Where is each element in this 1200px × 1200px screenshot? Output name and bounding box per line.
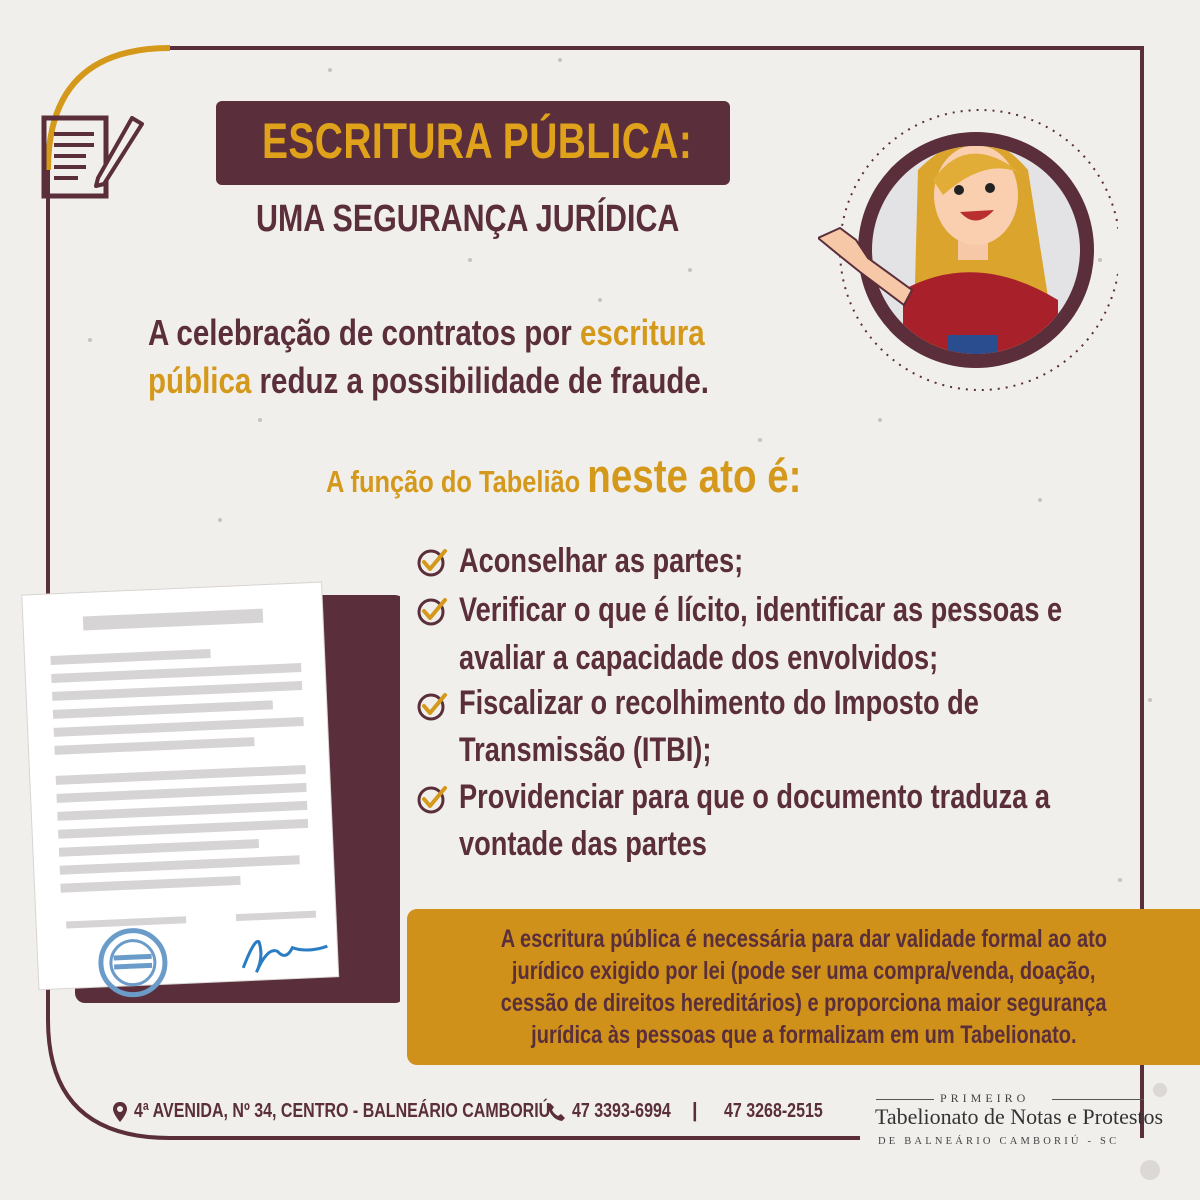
- function-emphasis: neste ato é:: [587, 449, 802, 502]
- intro-text: reduz a possibilidade de fraude.: [251, 360, 710, 401]
- list-item: Providenciar para que o documento traduza a: [459, 778, 1050, 816]
- location-pin-icon: [112, 1101, 128, 1123]
- footer-phone-1: 47 3393-6994: [572, 1100, 671, 1122]
- page-title: ESCRITURA PÚBLICA:: [262, 113, 693, 169]
- intro-highlight: pública: [148, 360, 252, 401]
- check-circle-icon: [416, 783, 448, 815]
- list-item: Verificar o que é lícito, identificar as pessoas e: [459, 591, 1063, 629]
- note-line: jurídica às pessoas que a formalizam em um Tabelionato.: [530, 1021, 1077, 1049]
- brand-rule-left: [876, 1099, 934, 1100]
- brand-location: DE BALNEÁRIO CAMBORIÚ - SC: [878, 1136, 1120, 1147]
- intro-line-1: [148, 312, 705, 354]
- note-line: cessão de direitos hereditários) e proporciona maior segurança: [500, 989, 1107, 1017]
- phone-icon: [546, 1102, 566, 1122]
- list-item-continued: avaliar a capacidade dos envolvidos;: [459, 639, 939, 677]
- list-item: Fiscalizar o recolhimento do Imposto de: [459, 684, 979, 722]
- avatar: [818, 100, 1118, 400]
- note-line: jurídico exigido por lei (pode ser uma compra/venda, doação,: [511, 957, 1096, 985]
- list-item-continued: vontade das partes: [459, 825, 707, 863]
- intro-highlight: escritura: [579, 312, 705, 353]
- check-circle-icon: [416, 595, 448, 627]
- check-circle-icon: [416, 546, 448, 578]
- list-item: Aconselhar as partes;: [459, 542, 744, 580]
- brand-name: Tabelionato de Notas e Protestos: [875, 1104, 1164, 1129]
- intro-text: A celebração de contratos por: [148, 312, 580, 353]
- note-line: A escritura pública é necessária para dar validade formal ao ato: [500, 925, 1107, 953]
- brand-top: PRIMEIRO: [940, 1091, 1030, 1105]
- footer-phone-2: 47 3268-2515: [724, 1100, 823, 1122]
- intro-line-2: [148, 360, 709, 402]
- page-subtitle: UMA SEGURANÇA JURÍDICA: [256, 198, 680, 240]
- footer-separator: |: [692, 1100, 698, 1122]
- list-item-continued: Transmissão (ITBI);: [459, 731, 712, 769]
- check-circle-icon: [416, 690, 448, 722]
- footer-address: 4ª AVENIDA, Nº 34, CENTRO - BALNEÁRIO CAMBORIÚ: [134, 1100, 551, 1122]
- brand-rule-right: [1052, 1099, 1144, 1100]
- function-prefix: A função do Tabelião: [326, 464, 588, 499]
- document-pencil-icon: [40, 112, 150, 207]
- document-illustration: [20, 560, 400, 1010]
- function-heading: [326, 448, 801, 503]
